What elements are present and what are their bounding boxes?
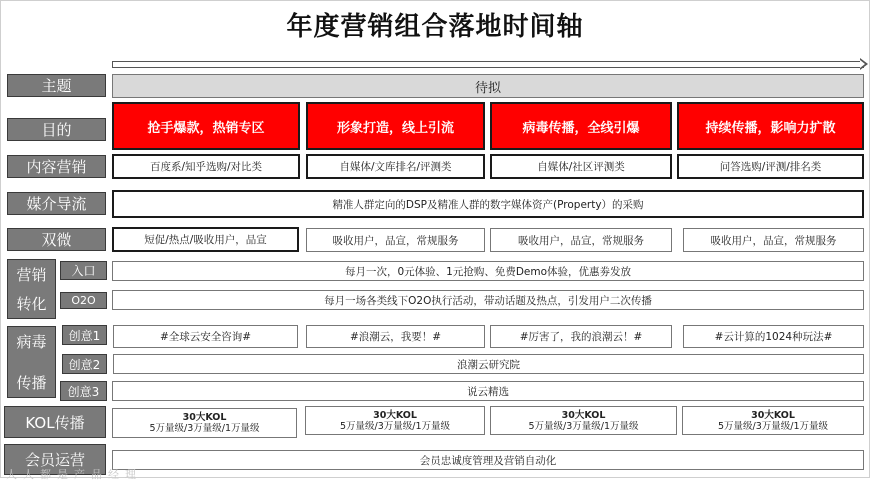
wechat-cell: 吸收用户，品宣，常规服务 [306,228,485,252]
entry-value: 每月一次，0元体验、1元抢购、免费Demo体验，优惠劵发放 [112,261,864,281]
idea3-value: 说云精选 [112,381,864,401]
sub-label-entry: 入口 [60,261,107,280]
idea2-value: 浪潮云研究院 [113,354,864,374]
kol-title: 30大KOL [373,409,417,421]
wechat-cell: 吸收用户，品宣，常规服务 [683,228,864,252]
row-label-kol: KOL传播 [4,406,106,438]
group-label-top: 营销 [16,266,47,284]
idea1-cell: #云计算的1024种玩法# [683,325,864,348]
group-label-conversion [7,259,56,319]
theme-value: 待拟 [112,74,864,98]
wechat-cell: 短促/热点/吸收用户，品宣 [112,227,299,252]
kol-cell [305,406,485,435]
sub-label-idea-2: 创意2 [62,354,107,374]
content-cell: 百度系/知乎选购/对比类 [112,154,300,179]
arrow-head-inner [860,60,865,68]
content-cell: 问答选购/评测/排名类 [677,154,864,179]
kol-cell [112,408,297,438]
idea1-cell: #全球云安全咨询# [113,325,298,348]
goal-cell: 形象打造，线上引流 [306,102,485,150]
group-label-bottom: 转化 [16,295,47,313]
row-label-member: 会员运营 [4,444,106,475]
content-cell: 自媒体/社区评测类 [490,154,672,179]
sub-label-idea-3: 创意3 [60,381,107,401]
kol-detail: 5万量级/3万量级/1万量级 [149,423,260,434]
page-title: 年度营销组合落地时间轴 [286,11,584,42]
wechat-cell: 吸收用户，品宣，常规服务 [490,228,672,252]
sub-label-o2o: O2O [60,292,107,309]
goal-cell: 病毒传播，全线引爆 [490,102,672,150]
group-label-top: 病毒 [16,333,47,351]
watermark: 人人都是产品经理 [6,468,142,481]
kol-title: 30大KOL [182,412,227,423]
row-label-media: 媒介导流 [7,192,106,215]
kol-title: 30大KOL [561,409,606,421]
o2o-value: 每月一场各类线下O2O执行活动，带动话题及热点，引发用户二次传播 [112,290,864,310]
kol-cell [490,406,677,435]
kol-detail: 5万量级/3万量级/1万量级 [717,420,829,432]
row-label-theme: 主题 [7,74,106,97]
kol-detail: 5万量级/3万量级/1万量级 [339,420,451,432]
member-value: 会员忠诚度管理及营销自动化 [112,450,864,470]
goal-cell: 抢手爆款，热销专区 [112,102,300,150]
kol-cell [682,406,864,435]
content-cell: 自媒体/文库排名/评测类 [306,154,485,179]
media-value: 精准人群定向的DSP及精准人群的数字媒体资产(Property）的采购 [112,190,864,218]
sub-label-idea-1: 创意1 [62,325,107,345]
kol-title: 30大KOL [751,409,795,421]
group-label-bottom: 传播 [16,374,47,392]
row-label-goal: 目的 [7,118,106,141]
idea1-cell: #浪潮云，我要！# [306,325,485,348]
timeline-arrow [112,61,864,68]
group-label-viral [7,326,56,398]
row-label-content-marketing: 内容营销 [7,155,106,178]
kol-detail: 5万量级/3万量级/1万量级 [528,420,639,432]
row-label-wechat-weibo: 双微 [7,228,106,251]
goal-cell: 持续传播，影响力扩散 [677,102,864,150]
idea1-cell: #厉害了，我的浪潮云！# [490,325,672,348]
